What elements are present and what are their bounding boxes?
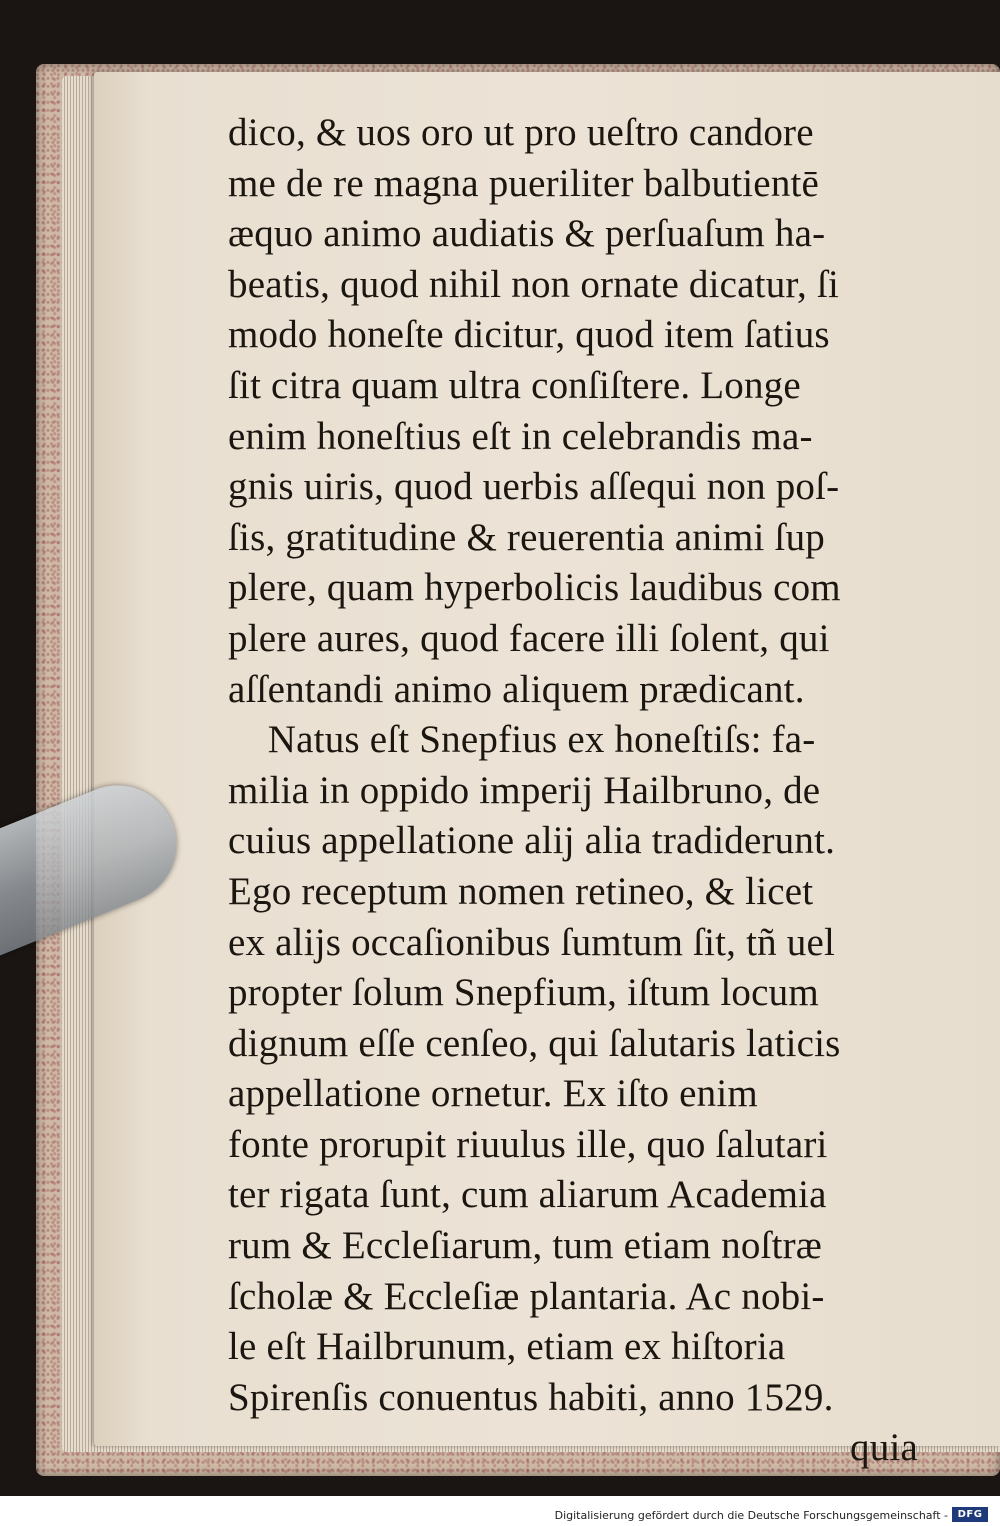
text-line: aſſentandi animo aliquem prædicant.	[228, 667, 805, 711]
text-line: gnis uiris, quod uerbis aſſequi non poſ-	[228, 465, 840, 509]
text-line: plere, quam hyperbolicis laudibus com	[228, 566, 841, 610]
text-line: æquo animo audiatis & perſuaſum ha-	[228, 212, 826, 256]
text-line: ſit citra quam ultra conſiſtere. Longe	[228, 363, 801, 407]
text-line: milia in oppido imperij Hailbruno, de	[228, 768, 821, 812]
text-line: ſis, gratitudine & reuerentia animi ſup	[228, 515, 825, 559]
text-line: appellatione ornetur. Ex iſto enim	[228, 1072, 758, 1116]
text-line: dignum eſſe cenſeo, qui ſalutaris laticis	[228, 1021, 841, 1065]
text-line: dico, & uos oro ut pro ueſtro candore	[228, 111, 814, 154]
text-line: le eſt Hailbrunum, etiam ex hiſtoria	[228, 1325, 786, 1369]
dfg-logo: DFG	[952, 1507, 988, 1522]
catchword: quia	[850, 1426, 918, 1470]
text-line: beatis, quod nihil non ornate dicatur, ſi	[228, 262, 840, 306]
text-line: propter ſolum Snepfium, iſtum locum	[228, 971, 819, 1015]
text-line: Ego receptum nomen retineo, & licet	[228, 869, 814, 913]
text-line: fonte prorupit riuulus ille, quo ſalutari	[228, 1122, 828, 1166]
text-line: ter rigata ſunt, cum aliarum Academia	[228, 1173, 827, 1217]
text-line: enim honeſtius eſt in celebrandis ma-	[228, 414, 813, 458]
text-line: me de re magna pueriliter balbutientē	[228, 161, 820, 205]
text-line: Natus eſt Snepfius ex honeſtiſs: fa-	[228, 718, 816, 762]
text-line: ſcholæ & Eccleſiæ plantaria. Ac nobi-	[228, 1274, 825, 1318]
text-line: rum & Eccleſiarum, tum etiam noſtræ	[228, 1224, 823, 1268]
footer-credit: Digitalisierung gefördert durch die Deutsche Forschungsgemeinschaft -	[554, 1509, 948, 1522]
text-line: Spirenſis conuentus habiti, anno 1529.	[228, 1375, 834, 1419]
text-line: plere aures, quod facere illi ſolent, qui	[228, 616, 830, 660]
text-line: ex alijs occaſionibus ſumtum ſit, tñ uel	[228, 920, 835, 964]
page-text	[228, 108, 928, 1474]
text-line: modo honeſte dicitur, quod item ſatius	[228, 313, 830, 357]
text-line: cuius appellatione alij alia tradiderunt.	[228, 819, 836, 863]
